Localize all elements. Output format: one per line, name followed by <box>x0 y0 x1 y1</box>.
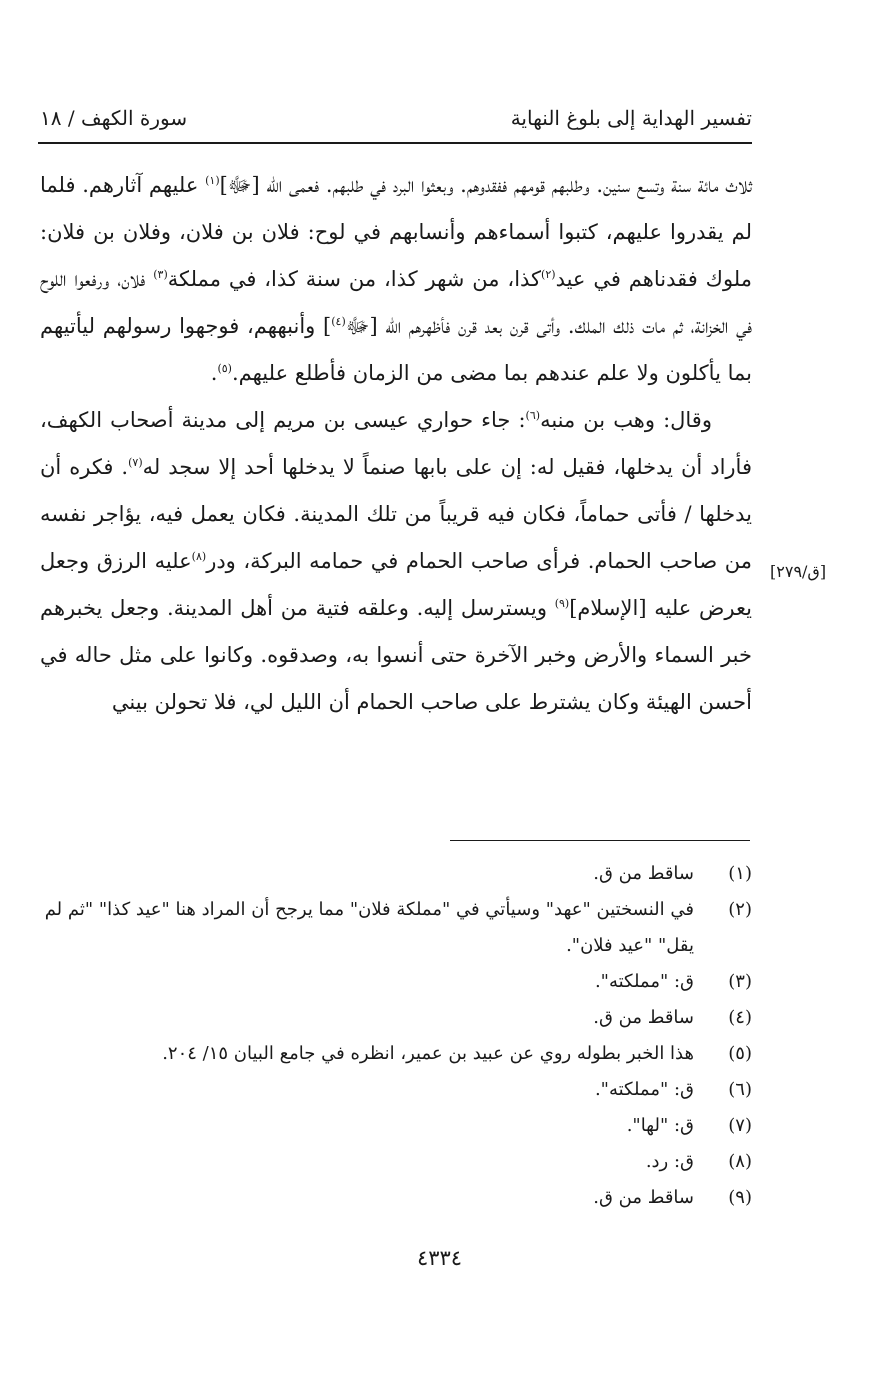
footnotes <box>40 856 752 1216</box>
footnote-item <box>40 1000 752 1036</box>
text-run: . فكره أن يدخلها / فأتى حماماً، فكان فيه قريباً من تلك المدينة. فكان يعمل فيه، يؤاجر نفسه من صاحب الحمام. فرأى صاحب الحمام في حمامه البركة، ودر <box>40 455 752 573</box>
footnote-text: ق: "لها". <box>626 1115 694 1136</box>
footnote-ref-2: (٢) <box>541 268 556 281</box>
footnote-separator <box>450 840 750 841</box>
book-title: تفسير الهداية إلى بلوغ النهاية <box>510 106 752 130</box>
text-run: : جاء حواري عيسى بن مريم إلى مدينة أصحاب الكهف، فأراد أن يدخلها، فقيل له: إن على بابها صنماً لا يدخلها أحد إلا سجد له <box>40 408 752 479</box>
main-text <box>40 162 752 726</box>
footnote-number: (١) <box>728 863 752 884</box>
page-number: ٤٣٣٤ <box>416 1246 463 1270</box>
text-run: ويسترسل إليه. وعلقه فتية من أهل المدينة. وجعل يخبرهم خبر السماء والأرض وخبر الآخرة حتى أنسوا به، وصدقوه. وكانوا على مثل حاله في أحسن الهيئة وكان يشترط على صاحب الحمام أن الليل لي، فلا تحولن بيني <box>40 596 752 714</box>
footnote-text: هذا الخبر بطوله روي عن عبيد بن عمير، انظره في جامع البيان ١٥/ ٢٠٤. <box>162 1043 694 1064</box>
footnote-text: في النسختين "عهد" وسيأتي في "مملكة فلان" مما يرجح أن المراد هنا "عيد كذا" "ثم لم يقل" "عيد فلان". <box>44 899 694 956</box>
footnote-item <box>40 892 752 964</box>
footnote-number: (٧) <box>728 1115 752 1136</box>
footnote-text: ق: "مملكته". <box>594 1079 694 1100</box>
footnote-text: ق: رد. <box>645 1151 694 1172</box>
footnote-text: ساقط من ق. <box>593 1187 694 1208</box>
text-run: . <box>210 361 218 385</box>
footnote-text: ساقط من ق. <box>593 1007 694 1028</box>
text-run: ] وأنبههم، فوجهوا رسولهم ليأتيهم بما يأكلون ولا علم عندهم بما مضى من الزمان فأطلع عليهم. <box>40 314 752 385</box>
footnote-number: (٦) <box>728 1079 752 1100</box>
footnote-text: ساقط من ق. <box>593 863 694 884</box>
running-header <box>40 98 752 138</box>
footnote-item <box>40 1144 752 1180</box>
footnote-number: (٣) <box>728 971 752 992</box>
footnote-item <box>40 1036 752 1072</box>
text-run: ثلاث مائة سنة وتسع سنين. وطلبهم قومهم ففقدوهم. وبعثوا البرد في طلبهم. فعمى الله [ﷻ] <box>219 173 752 197</box>
text-run: عليه الرزق وجعل يعرض عليه [الإسلام] <box>40 549 752 620</box>
footnote-ref-6: (٦) <box>525 409 541 422</box>
footnote-ref-9: (٩) <box>554 597 570 610</box>
footnote-number: (٩) <box>728 1187 752 1208</box>
footnote-number: (٥) <box>728 1043 752 1064</box>
text-run: كذا، من شهر كذا، من سنة كذا، في مملكة <box>167 267 542 291</box>
footnote-number: (٤) <box>728 1007 752 1028</box>
header-rule <box>38 142 752 144</box>
manuscript-folio-marker: [ق/٢٧٩] <box>770 562 827 581</box>
footnote-item <box>40 1072 752 1108</box>
footnote-text: ق: "مملكته". <box>594 971 694 992</box>
footnote-item <box>40 964 752 1000</box>
footnote-ref-7: (٧) <box>128 456 143 469</box>
footnote-item <box>40 1180 752 1216</box>
footnote-item <box>40 856 752 892</box>
footnote-ref-3: (٣) <box>153 268 168 281</box>
footnote-ref-8: (٨) <box>191 550 207 563</box>
footnote-ref-4: (٤) <box>331 315 346 328</box>
footnote-item <box>40 1108 752 1144</box>
text-run: فلان، ورفعوا اللوح في الخزانة، ثم مات ذلك الملك. وأتى قرن بعد قرن فأظهرهم الله [ﷻ <box>40 267 752 338</box>
text-run: عليهم آثارهم. فلما لم يقدروا عليهم، كتبوا أسماءهم وأنسابهم في لوح: فلان بن فلان، وفلان بن فلان: ملوك فقدناهم في عيد <box>40 173 753 291</box>
footnote-ref-1: (١) <box>205 174 220 187</box>
paragraph-2 <box>40 397 752 726</box>
surah-reference: سورة الكهف / ١٨ <box>40 106 188 130</box>
paragraph-1 <box>40 162 752 397</box>
text-run: وقال: وهب بن منبه <box>540 408 712 432</box>
footnote-number: (٨) <box>728 1151 752 1172</box>
footnote-ref-5: (٥) <box>217 362 232 375</box>
footnote-number: (٢) <box>728 899 752 920</box>
